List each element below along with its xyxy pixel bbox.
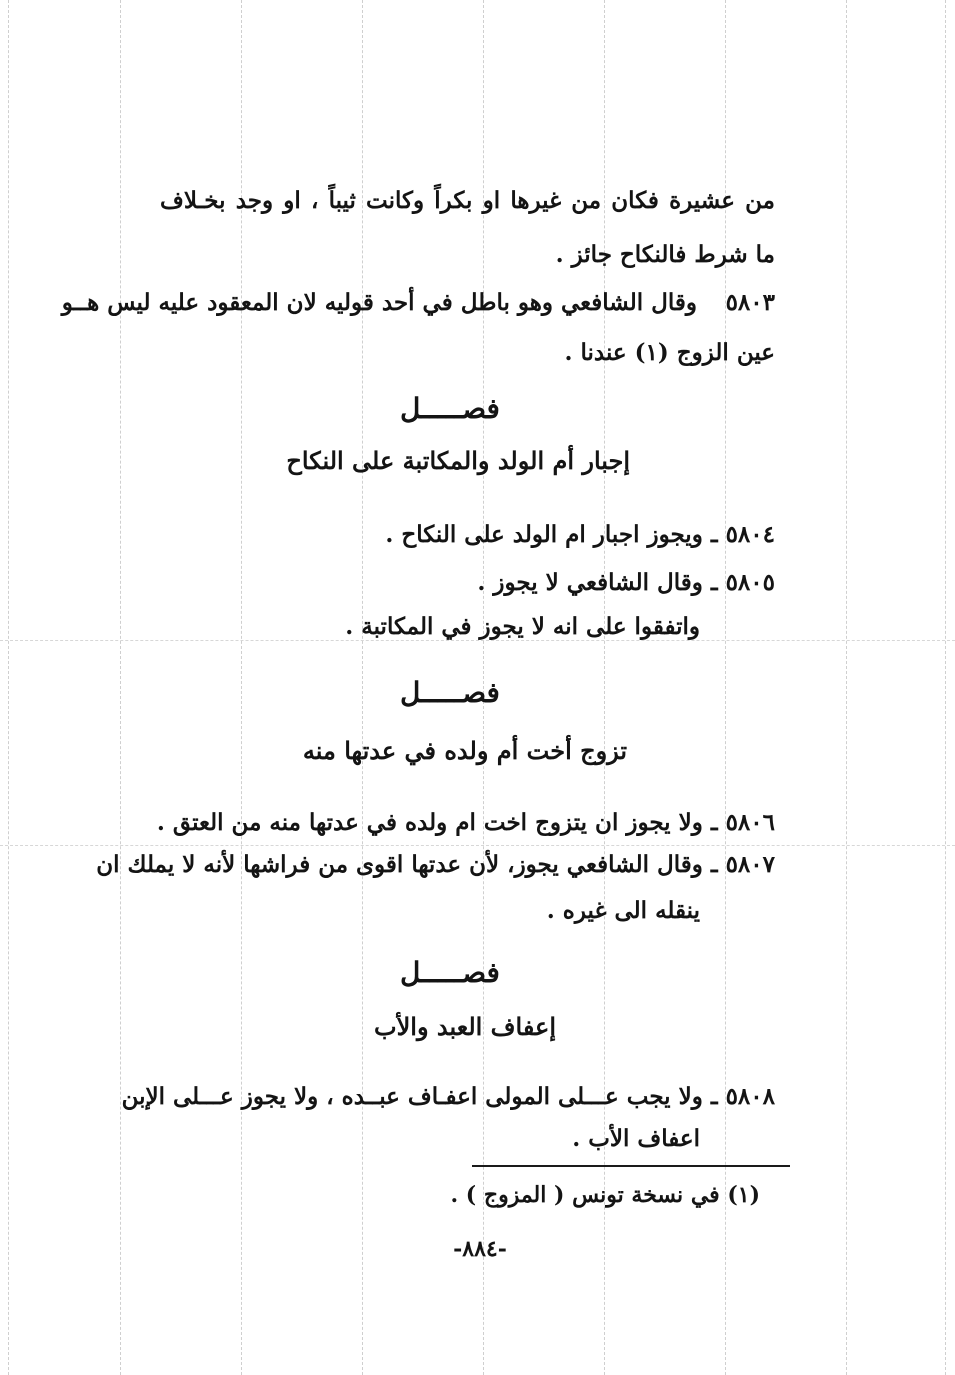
paragraph-number: ٥٨٠٣ xyxy=(725,289,775,316)
section-title: إجبار أم الولد والمكاتبة على النكاح xyxy=(286,446,630,475)
scan-guide-line xyxy=(0,845,955,846)
paragraph-line: ٥٨٠٥ ـ وقال الشافعي لا يجوز . xyxy=(477,569,775,596)
section-heading: فصـــــل xyxy=(400,956,500,989)
paragraph-line: اعفاف الأب . xyxy=(572,1125,700,1152)
paragraph-line: ٥٨٠٤ ـ ويجوز اجبار ام الولد على النكاح . xyxy=(385,521,775,548)
footnote: (١) في نسخة تونس ( المزوج ) . xyxy=(450,1182,760,1208)
paragraph-line: عين الزوج (١) عندنا . xyxy=(564,339,775,366)
scan-guide-line xyxy=(945,0,946,1375)
page-number: -٨٨٤- xyxy=(453,1236,507,1262)
scan-guide-line xyxy=(846,0,847,1375)
scan-guide-line xyxy=(120,0,121,1375)
section-title: إعفاف العبد والأب xyxy=(374,1012,556,1041)
section-heading: فصـــــل xyxy=(400,676,500,709)
section-title: تزوج أخت أم ولده في عدتها منه xyxy=(302,736,628,765)
paragraph-line: ٥٨٠٧ ـ وقال الشافعي يجوز، لأن عدتها اقوى من فراشها لأنه لا يملك ان xyxy=(96,851,775,878)
paragraph-line: ٥٨٠٦ ـ ولا يجوز ان يتزوج اخت ام ولده في عدتها منه من العتق . xyxy=(156,809,775,836)
paragraph-line: واتفقوا على انه لا يجوز في المكاتبة . xyxy=(345,613,700,640)
paragraph-line: من عشيرة فكان من غيرها او بكراً وكانت ثيباً ، او وجد بخـلاف xyxy=(160,187,775,214)
footnote-rule xyxy=(472,1165,790,1167)
paragraph-line: ٥٨٠٨ ـ ولا يجب عـــلى المولى اعفـاف عبــده ، ولا يجوز عـــلى الإبن xyxy=(121,1083,775,1110)
paragraph-line: ينقله الى غيره . xyxy=(546,897,700,924)
section-heading: فصـــــل xyxy=(400,392,500,425)
scan-guide-line xyxy=(8,0,9,1375)
paragraph-line: ما شرط فالنكاح جائز . xyxy=(555,241,775,268)
paragraph-line: وقال الشافعي وهو باطل في أحد قوليه لان المعقود عليه ليس هــو xyxy=(61,289,697,316)
